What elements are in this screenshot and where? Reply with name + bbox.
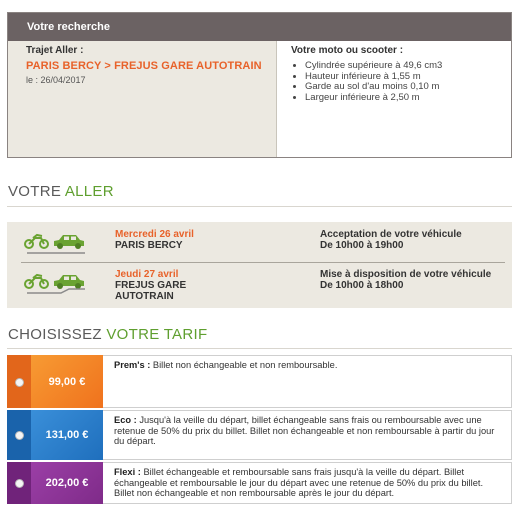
spec-item: • Garde au sol d'au moins 0,10 m (305, 82, 511, 93)
search-summary-header: Votre recherche (8, 13, 511, 41)
tarif-section-title: CHOISISSEZ VOTRE TARIF (8, 326, 208, 343)
spec-item: • Hauteur inférieure à 1,55 m (305, 72, 511, 83)
tarif-price[interactable]: 202,00 € (31, 462, 103, 504)
search-summary-panel (7, 12, 512, 158)
arrival-station: FREJUS GARE AUTOTRAIN (115, 280, 187, 302)
trip-details (7, 222, 512, 308)
tarif-description: Flexi : Billet échangeable et remboursable sans frais jusqu'à la veille du départ. Billet échangeable et remboursable le jour du départ avec une retenue de 50% du prix du billet. Billet non échangeable et non remboursable après le jour du départ. (103, 462, 512, 504)
tarif-radio[interactable] (15, 431, 24, 440)
tarif-description: Eco : Jusqu'à la veille du départ, billet échangeable sans frais ou remboursable avec une retenue de 50% du prix du billet. Billet non échangeable et non remboursable à partir du jour du départ. (103, 410, 512, 460)
trip-summary (8, 41, 277, 157)
arrival-info: Mise à disposition de votre véhicule De 10h00 à 18h00 (320, 269, 492, 291)
travel-date: le : 26/04/2017 (26, 75, 86, 85)
tarif-option-flexi[interactable] (7, 462, 512, 504)
aller-section-title: VOTRE ALLER (8, 183, 114, 200)
tarif-option-eco[interactable] (7, 410, 512, 460)
departure-station: PARIS BERCY (115, 240, 183, 251)
vehicle-summary (277, 41, 511, 157)
spec-item: • Cylindrée supérieure à 49,6 cm3 (305, 61, 511, 72)
spec-item: • Largeur inférieure à 2,50 m (305, 93, 511, 104)
tarif-description: Prem's : Billet non échangeable et non remboursable. (103, 355, 512, 408)
vehicle-specs-list (291, 61, 511, 103)
tarif-option-prems[interactable] (7, 355, 512, 408)
tarif-radio[interactable] (15, 479, 24, 488)
trajet-label: Trajet Aller : (26, 45, 84, 56)
arrival-date: Jeudi 27 avril (115, 269, 179, 280)
divider (7, 348, 512, 349)
trip-row-arrival (7, 264, 512, 302)
departure-info: Acceptation de votre véhicule De 10h00 à 19h00 (320, 229, 462, 251)
tarif-price[interactable]: 99,00 € (31, 355, 103, 408)
tarif-radio[interactable] (15, 378, 24, 387)
moto-car-icon (21, 230, 87, 256)
route-text: PARIS BERCY > FREJUS GARE AUTOTRAIN (26, 60, 262, 72)
divider (21, 262, 505, 263)
divider (7, 206, 512, 207)
trip-row-departure (7, 224, 512, 262)
vehicle-label: Votre moto ou scooter : (291, 45, 404, 56)
departure-date: Mercredi 26 avril (115, 229, 194, 240)
tarif-price[interactable]: 131,00 € (31, 410, 103, 460)
moto-car-icon (21, 270, 87, 296)
